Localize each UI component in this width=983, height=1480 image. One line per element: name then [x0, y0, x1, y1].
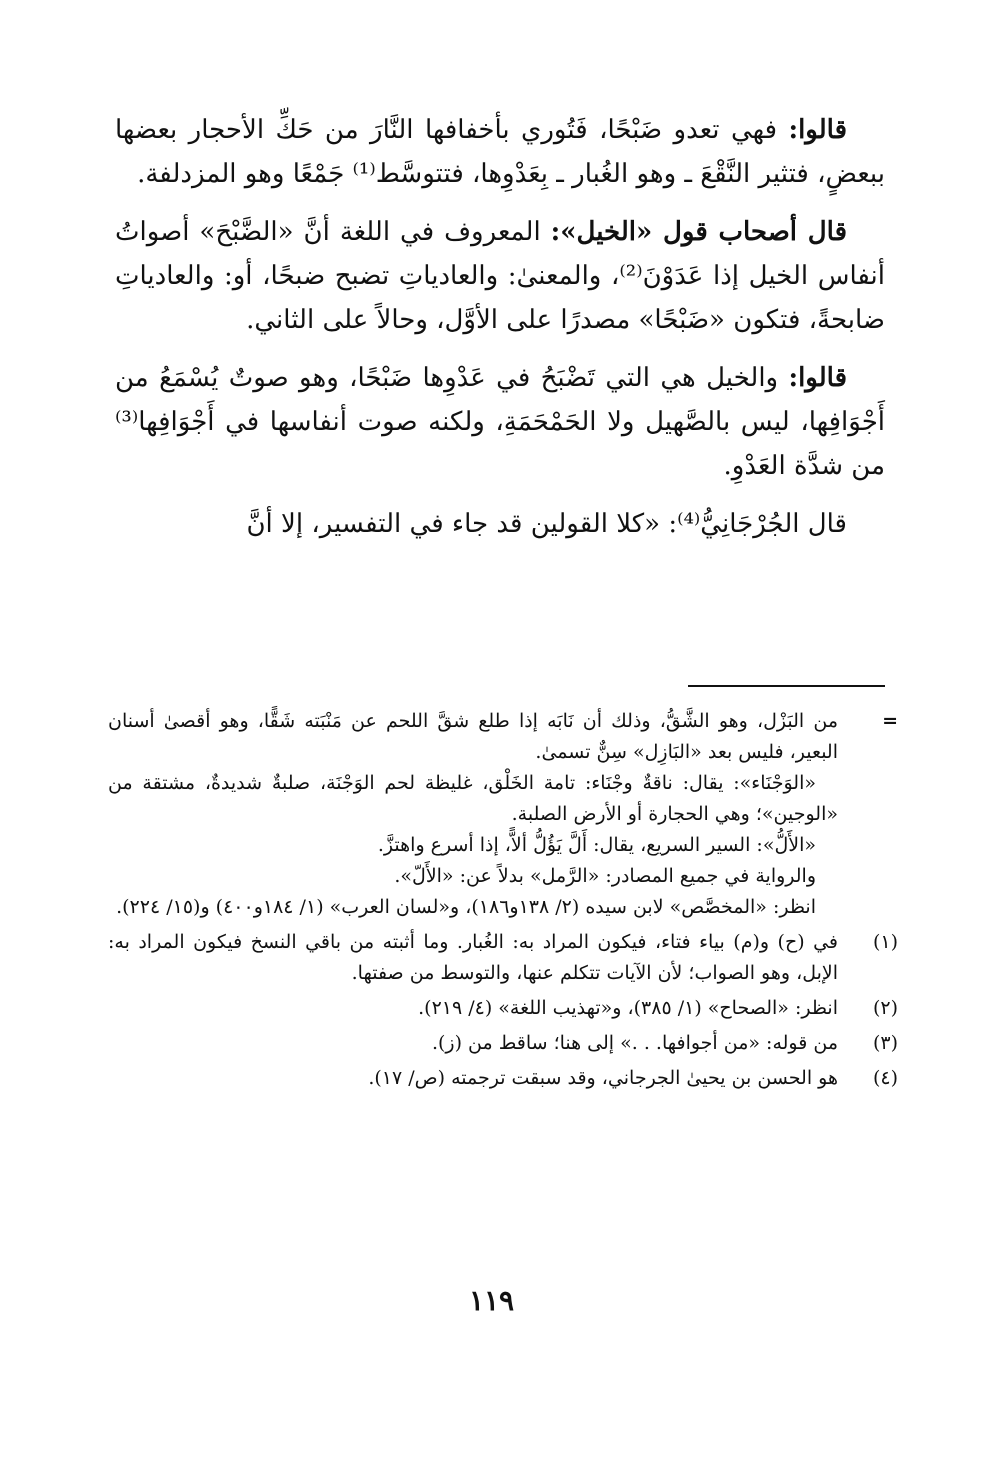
note-line: من البَزْل، وهو الشَّقُّ، وذلك أن نَابَه إذا طلع شقَّ اللحم عن مَنْبَته شَقًّا، وهو أقصىٰ أسنان البعير، فليس بعد «البَازِل» سِنٌّ تسمىٰ.: [108, 710, 838, 763]
paragraph-lead: قالوا:: [788, 115, 847, 145]
paragraph-1: [115, 108, 885, 196]
paragraph-text: فهي تعدو ضَبْحًا، فَتُوري بأخفافها النَّارَ من حَكِّ الأحجار بعضها ببعضٍ، فتثير النَّقْعَ ـ وهو الغُبار ـ بِعَدْوِها، فتتوسَّط⁽¹⁾ جَمْعًا وهو المزدلفة.: [115, 115, 885, 189]
note-line: والرواية في جميع المصادر: «الرَّمل» بدلاً عن: «الأَلّ».: [394, 865, 816, 887]
footnote-text: من قوله: «من أجوافها. . .» إلى هنا؛ ساقط من (ز).: [431, 1032, 838, 1054]
footnote-text: في (ح) و(م) بياء فتاء، فيكون المراد به: الغُبار. وما أثبته من باقي النسخ فيكون المراد به: الإبل، وهو الصواب؛ لأن الآيات تتكلم عنها، والتوسط من صفتها.: [108, 931, 838, 984]
footnote-number: (١): [872, 931, 898, 953]
paragraph-lead: قال أصحاب قول «الخيل»:: [550, 217, 847, 247]
footnote-1: [108, 927, 898, 989]
footnote-number: (٤): [872, 1067, 898, 1089]
footnotes-area: [108, 706, 898, 1094]
paragraph-text: قال الجُرْجَانِيُّ⁽⁴⁾: «كلا القولين قد جاء في التفسير، إلا أنَّ: [246, 509, 847, 539]
footnote-text: هو الحسن بن يحيىٰ الجرجاني، وقد سبقت ترجمته (ص/ ١٧).: [368, 1067, 838, 1089]
continuation-mark: =: [882, 710, 898, 732]
paragraph-lead: قالوا:: [788, 363, 848, 393]
note-line: «الأَلُّ»: السير السريع، يقال: أَلَّ يَؤُلُّ ألاًّ، إذا أسرع واهتزَّ.: [377, 834, 816, 856]
note-line: «الوَجْنَاء»: يقال: ناقةٌ وجْنَاء: تامة الخَلْق، غليظة لحم الوَجْنَة، صلبةٌ شديدةٌ، مشتقة من «الوجين»؛ وهي الحجارة أو الأرض الصلبة.: [108, 772, 838, 825]
footnote-continuation: [108, 706, 898, 923]
paragraph-text: والخيل هي التي تَضْبَحُ في عَدْوِها ضَبْحًا، وهو صوتٌ يُسْمَعُ من أَجْوَافِها، ليس بالصَّهيل ولا الحَمْحَمَةِ، ولكنه صوت أنفاسها في أَجْوَافِها⁽³⁾ من شدَّة العَدْوِ.: [115, 363, 885, 481]
footnote-number: (٢): [872, 997, 898, 1019]
paragraph-2: [115, 210, 885, 342]
footnote-4: [108, 1063, 898, 1094]
note-line: انظر: «المخصَّص» لابن سيده (٢/ ١٣٨و١٨٦)، و«لسان العرب» (١/ ١٨٤و٤٠٠) و(١٥/ ٢٢٤).: [116, 896, 816, 918]
paragraph-3: [115, 356, 885, 488]
paragraph-4: [115, 502, 885, 546]
footnote-separator: [688, 685, 885, 687]
footnote-3: [108, 1028, 898, 1059]
footnote-2: [108, 993, 898, 1024]
main-text: [115, 108, 885, 560]
footnote-text: انظر: «الصحاح» (١/ ٣٨٥)، و«تهذيب اللغة» (٤/ ٢١٩).: [418, 997, 838, 1019]
footnote-number: (٣): [872, 1032, 898, 1054]
paragraph-text: المعروف في اللغة أنَّ «الضَّبْحَ» أصواتُ أنفاس الخيل إذا عَدَوْنَ⁽²⁾، والمعنىٰ: والعادياتِ تضبح ضبحًا، أو: والعادياتِ ضابحةً، فتكون «ضَبْحًا» مصدرًا على الأوَّل، وحالاً على الثاني.: [115, 217, 885, 335]
page-number: ١١٩: [468, 1284, 515, 1317]
